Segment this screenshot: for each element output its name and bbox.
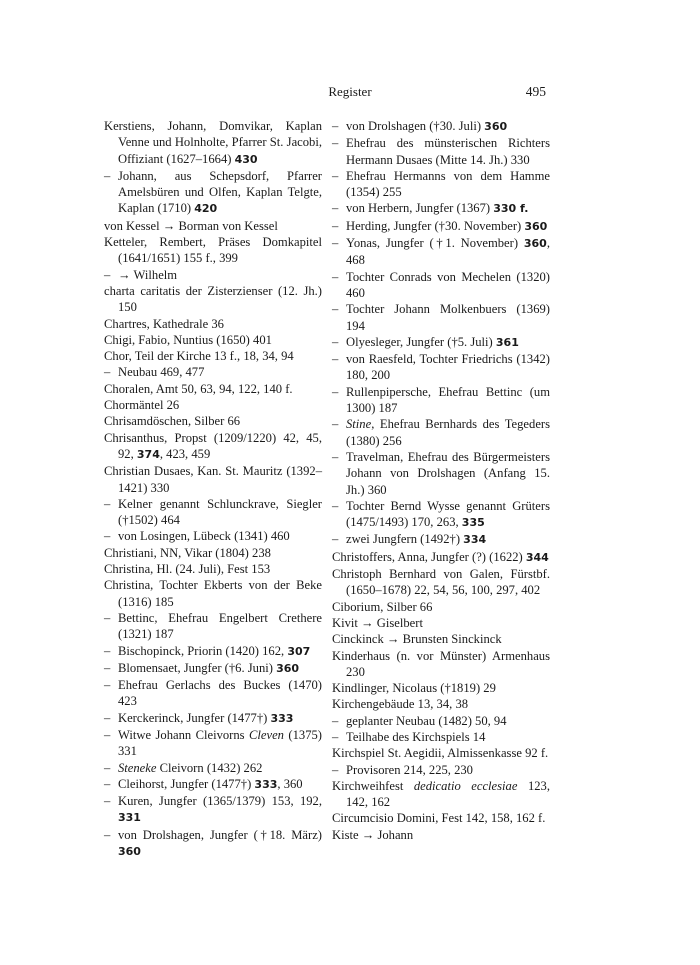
subentry-dash: – [104, 776, 111, 791]
index-entry [104, 348, 322, 364]
index-subentry [104, 364, 322, 380]
entry-text: , 360 [277, 776, 303, 791]
entry-text: Kuren, Jungfer (1365/1379) 153, 192, [118, 794, 322, 809]
entry-text: Kiste → Johann [332, 827, 414, 842]
page-ref-bold: 360 [276, 661, 300, 675]
entry-text: , Ehefrau Bernhards des Tegeders (1380) 256 [346, 417, 550, 448]
entry-text: Provisoren 214, 225, 230 [346, 762, 473, 777]
index-entry [332, 615, 550, 631]
index-subentry [332, 135, 550, 168]
subentry-dash: – [332, 119, 339, 133]
index-entry [332, 745, 550, 761]
index-entry [104, 413, 322, 429]
entry-text: Travelman, Ehefrau des Bürgermeisters Johann von Drolshagen (Anfang 15. Jh.) 360 [346, 449, 550, 497]
entry-text: Teilhabe des Kirchspiels 14 [346, 729, 486, 744]
subentry-dash: – [104, 794, 111, 809]
running-header-title: Register [328, 84, 372, 99]
entry-text: von Herbern, Jungfer (1367) [346, 201, 494, 216]
index-subentry [104, 677, 322, 710]
entry-text: Tochter Bernd Wysse genannt Grüters (1475/1493) 170, 263, [346, 498, 550, 530]
entry-text: Chrisanthus, Propst (1209/1220) 42, 45, 92, [104, 430, 322, 461]
index-subentry [104, 776, 322, 793]
entry-text: geplanter Neubau (1482) 50, 94 [346, 713, 507, 728]
index-subentry [332, 531, 550, 548]
entry-text: Chormäntel 26 [104, 398, 180, 413]
entry-text: Witwe Johann Cleivorns [118, 727, 250, 742]
entry-text: Christoph Bernhard von Galen, Fürstbf. (1650–1678) 22, 54, 56, 100, 297, 402 [332, 567, 550, 598]
italic-term: Steneke [118, 760, 157, 775]
page-ref-bold: 420 [194, 202, 218, 216]
entry-text: Rullenpipersche, Ehefrau Bettinc (um 1300) 187 [346, 384, 550, 416]
subentry-dash: – [332, 713, 339, 728]
index-entry [332, 599, 550, 615]
entry-text: Ciborium, Silber 66 [332, 599, 433, 614]
entry-text: Chor, Teil der Kirche 13 f., 18, 34, 94 [104, 349, 294, 364]
subentry-dash: – [332, 218, 339, 233]
index-entry [104, 545, 322, 561]
index-entry [332, 696, 550, 712]
entry-text: Kelner genannt Schlunckrave, Siegler (†1502) 464 [118, 496, 322, 528]
entry-text: → Wilhelm [118, 267, 178, 282]
entry-text: Christiani, NN, Vikar (1804) 238 [104, 545, 271, 560]
index-subentry [332, 235, 550, 269]
entry-text: Ehefrau des münsterischen Richters Hermann Dusaes (Mitte 14. Jh.) 330 [346, 136, 550, 167]
italic-term: Cleven [249, 727, 284, 742]
page-number: 495 [525, 84, 546, 99]
subentry-dash: – [104, 827, 111, 842]
entry-text: Kirchengebäude 13, 34, 38 [332, 697, 469, 712]
subentry-dash: – [332, 352, 339, 367]
page-ref-bold: 360 [484, 120, 508, 133]
page-ref-bold: 333 [254, 777, 278, 791]
subentry-dash: – [332, 136, 339, 151]
entry-text: Bettinc, Ehefrau Engelbert Crethere (1321) 187 [118, 610, 322, 642]
subentry-dash: – [332, 201, 339, 216]
index-subentry [104, 827, 322, 861]
page-ref-bold: 334 [463, 533, 487, 547]
index-subentry [104, 528, 322, 544]
entry-text: Chartres, Kathedrale 36 [104, 316, 224, 331]
index-entry [332, 810, 550, 826]
index-subentry [332, 218, 550, 235]
subentry-dash: – [332, 729, 339, 744]
page-ref-bold: 374 [136, 447, 160, 461]
entry-text: Ehefrau Gerlachs des Buckes (1470) 423 [118, 678, 322, 709]
subentry-dash: – [104, 727, 111, 742]
index-entry [332, 566, 550, 599]
subentry-dash: – [332, 168, 339, 183]
index-subentry [332, 334, 550, 351]
index-subentry [104, 267, 322, 283]
subentry-dash: – [104, 496, 111, 511]
page-ref-bold: 430 [234, 152, 258, 166]
index-entry [104, 397, 322, 413]
index-subentry [332, 118, 550, 135]
index-subentry [332, 713, 550, 729]
entry-text: charta caritatis der Zisterzienser (12. Jh.) 150 [104, 283, 322, 315]
entry-text: Kerckerinck, Jungfer (1477†) [118, 710, 271, 725]
entry-text: von Raesfeld, Tochter Friedrichs (1342) 180, 200 [346, 352, 550, 383]
index-subentry [332, 269, 550, 302]
entry-text: Bischopinck, Priorin (1420) 162, [118, 643, 288, 658]
entry-text: Kirchweihfest [332, 778, 414, 793]
index-entry [104, 381, 322, 397]
page-ref-bold: 335 [461, 516, 485, 530]
entry-text: , 423, 459 [159, 446, 211, 461]
entry-text: Kirchspiel St. Aegidii, Almissenkasse 92 f. [332, 746, 549, 761]
index-subentry [332, 449, 550, 498]
entry-text: Cleihorst, Jungfer (1477†) [118, 776, 255, 791]
entry-text: von Drolshagen (†30. Juli) [346, 119, 485, 133]
index-entry [332, 827, 550, 843]
index-subentry [332, 416, 550, 449]
page-ref-bold: 331 [118, 811, 141, 825]
index-subentry [104, 793, 322, 827]
page-ref-bold: 344 [525, 550, 549, 564]
italic-term: dedicatio ecclesiae [413, 778, 518, 793]
entry-text: Herding, Jungfer (†30. November) [346, 218, 525, 233]
subentry-dash: – [104, 678, 111, 693]
entry-text: Johann, aus Schepsdorf, Pfarrer Amelsbüren und Olfen, Kaplan Telgte, Kaplan (1710) [118, 168, 322, 216]
index-entry [332, 778, 550, 811]
index-entry [104, 316, 322, 332]
index-entry [104, 283, 322, 316]
page-ref-bold: 360 [524, 219, 548, 233]
entry-text: Kerstiens, Johann, Domvikar, Kaplan Venne und Holnholte, Pfarrer St. Jacobi, Offiziant (1627–1664) [104, 119, 322, 166]
index-entry [104, 430, 322, 464]
entry-text: Choralen, Amt 50, 63, 94, 122, 140 f. [104, 381, 293, 396]
subentry-dash: – [332, 334, 339, 349]
entry-text: von Losingen, Lübeck (1341) 460 [118, 529, 290, 544]
index-subentry [332, 200, 550, 217]
entry-text: Olyesleger, Jungfer (†5. Juli) [346, 334, 496, 349]
subentry-dash: – [332, 384, 339, 399]
index-entry [104, 463, 322, 496]
subentry-dash: – [104, 529, 111, 544]
subentry-dash: – [332, 762, 339, 777]
subentry-dash: – [104, 168, 111, 183]
index-entry [104, 118, 322, 168]
index-entry [104, 332, 322, 348]
index-entry [332, 680, 550, 696]
entry-text: Ehefrau Hermanns von dem Hamme (1354) 255 [346, 168, 550, 200]
subentry-dash: – [332, 498, 339, 513]
index-entry [104, 561, 322, 577]
index-subentry [104, 168, 322, 218]
index-entry [332, 549, 550, 566]
index-subentry [332, 301, 550, 334]
index-entry [104, 234, 322, 267]
entry-text: Blomensaet, Jungfer (†6. Juni) [118, 660, 277, 675]
subentry-dash: – [104, 610, 111, 625]
entry-text: Kivit → Giselbert [332, 615, 423, 630]
entry-text: Kinderhaus (n. vor Münster) Armenhaus 230 [332, 648, 550, 679]
index-subentry [104, 660, 322, 677]
index-subentry [332, 384, 550, 417]
entry-text: Christina, Tochter Ekberts von der Beke (1316) 185 [104, 578, 322, 609]
entry-text: Kindlinger, Nicolaus (†1819) 29 [332, 681, 496, 696]
entry-text: Tochter Conrads von Mechelen (1320) 460 [346, 269, 550, 300]
subentry-dash: – [332, 417, 339, 432]
entry-text: Ketteler, Rembert, Präses Domkapitel (1641/1651) 155 f., 399 [104, 235, 322, 266]
entry-text: Cinckinck → Brunsten Sinckinck [332, 632, 502, 647]
page-ref-bold: 360 [523, 237, 547, 251]
page-ref-bold: 333 [270, 711, 294, 725]
page-ref-bold: 360 [118, 845, 141, 859]
index-subentry [332, 168, 550, 201]
subentry-dash: – [332, 236, 339, 251]
entry-text: zwei Jungfern (1492†) [346, 532, 464, 547]
entry-text: Neubau 469, 477 [118, 365, 205, 380]
page-ref-bold: 330 f. [493, 202, 529, 216]
index-entry [332, 631, 550, 647]
entry-text: , 468 [346, 236, 550, 268]
entry-text: Chrisamdöschen, Silber 66 [104, 414, 241, 429]
subentry-dash: – [104, 710, 111, 725]
index-subentry [332, 762, 550, 778]
index-subentry [104, 610, 322, 643]
italic-term: Stine [346, 417, 372, 432]
index-subentry [332, 351, 550, 384]
entry-text: Circumcisio Domini, Fest 142, 158, 162 f. [332, 811, 546, 826]
entry-text: von Drolshagen, Jungfer (†18. März) [118, 827, 322, 842]
entry-text: Christian Dusaes, Kan. St. Mauritz (1392–1421) 330 [104, 464, 322, 495]
subentry-dash: – [332, 449, 339, 464]
subentry-dash: – [104, 660, 111, 675]
index-subentry [104, 496, 322, 529]
entry-text: Cleivorn (1432) 262 [156, 760, 263, 775]
subentry-dash: – [332, 532, 339, 547]
entry-text: (1375) 331 [118, 727, 322, 759]
entry-text: Tochter Johann Molkenbuers (1369) 194 [346, 302, 550, 333]
entry-text: Christoffers, Anna, Jungfer (?) (1622) [332, 549, 526, 564]
subentry-dash: – [332, 269, 339, 284]
index-subentry [104, 710, 322, 727]
index-entry [104, 577, 322, 610]
entry-text: von Kessel → Borman von Kessel [104, 218, 278, 233]
entry-text: Chigi, Fabio, Nuntius (1650) 401 [104, 332, 272, 347]
index-column-left [104, 118, 322, 860]
page-ref-bold: 307 [287, 644, 311, 658]
subentry-dash: – [104, 267, 111, 282]
index-subentry [332, 729, 550, 745]
entry-text: Yonas, Jungfer (†1. November) [346, 236, 524, 251]
entry-text: Christina, Hl. (24. Juli), Fest 153 [104, 562, 271, 577]
subentry-dash: – [104, 760, 111, 775]
index-subentry [332, 498, 550, 532]
index-entry [104, 218, 322, 234]
index-column-right [332, 118, 550, 843]
index-subentry [104, 760, 322, 776]
page-ref-bold: 361 [495, 335, 519, 349]
entry-text: 123, 142, 162 [346, 778, 550, 810]
subentry-dash: – [104, 365, 111, 380]
subentry-dash: – [332, 302, 339, 317]
index-entry [332, 648, 550, 681]
subentry-dash: – [104, 643, 111, 658]
index-subentry [104, 643, 322, 660]
index-subentry [104, 727, 322, 760]
